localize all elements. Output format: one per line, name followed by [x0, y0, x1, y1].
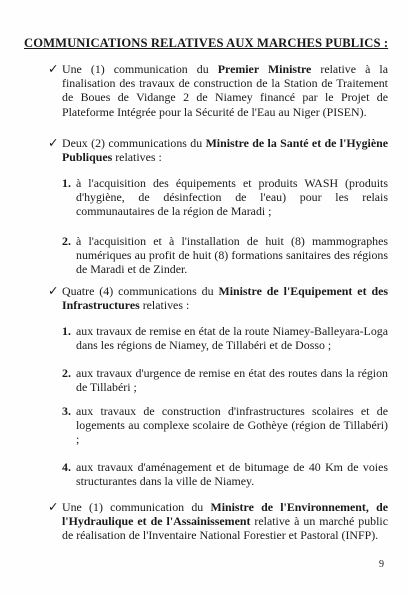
sub-item-number: 4. [62, 460, 71, 474]
item-ministre-environnement [62, 500, 388, 543]
item-authority: Ministre de l'Environnement, de l'Hydraulique et de l'Assainissement [62, 500, 388, 529]
sub-item-number: 3. [62, 404, 71, 418]
item-text-rest: relatives : [139, 298, 190, 313]
checkmark-icon: ✓ [48, 62, 59, 76]
checkmark-icon: ✓ [48, 500, 59, 514]
item-text-lead: Une (1) communication du [62, 62, 218, 76]
sub-item-number: 1. [62, 324, 71, 338]
section-heading: COMMUNICATIONS RELATIVES AUX MARCHES PUBLICS : [24, 36, 389, 50]
page-number: 9 [379, 559, 384, 570]
item-text-rest: relatives : [112, 150, 162, 165]
item-ministre-equipement [62, 284, 388, 312]
sub-item-text: aux travaux d'urgence de remise en état des routes dans la région de Tillabéri ; [76, 366, 388, 395]
item-authority: Ministre de l'Equipement et des Infrastructures [62, 284, 388, 313]
checkmark-icon: ✓ [48, 136, 59, 150]
item-authority: Ministre de la Santé et de l'Hygiène Publiques [62, 136, 388, 165]
item-authority: Premier Ministre [217, 62, 312, 76]
sub-item-text: aux travaux de remise en état de la route Niamey-Balleyara-Loga dans les régions de Niamey, de Tillabéri et de Dosso ; [76, 324, 388, 353]
sub-item-text: aux travaux de construction d'infrastructures scolaires et de logements au complexe scolaire de Gothèye (région de Tillabéri) ; [76, 404, 388, 447]
sub-item-number: 2. [62, 234, 71, 248]
sub-item-text: aux travaux d'aménagement et de bitumage de 40 Km de voies structurantes dans la ville de Niamey. [76, 460, 388, 489]
sub-item-number: 1. [62, 176, 71, 190]
item-text-rest: relative à un marché public de réalisation de l'Inventaire National Forestier et Pastoral (INFP). [62, 514, 388, 543]
sub-item-text: à l'acquisition et à l'installation de huit (8) mammographes numériques au profit de huit (8) formations sanitaires des régions de Maradi et de Zinder. [76, 234, 388, 277]
item-text-lead: Deux (2) communications du [62, 136, 206, 150]
item-premier-ministre [62, 62, 388, 119]
sub-item-number: 2. [62, 366, 71, 380]
checkmark-icon: ✓ [48, 284, 59, 298]
item-text-rest: relative à la finalisation des travaux de construction de la Station de Traitement de Boues de Vidange 2 de Niamey financé par le Projet de Plateforme Intégrée pour la Sécurité de l'Eau au Niger (PISEN). [62, 62, 388, 119]
item-text-lead: Quatre (4) communications du [62, 284, 219, 298]
sub-item-text: à l'acquisition des équipements et produits WASH (produits d'hygiène, de désinfection de l'eau) pour les relais communautaires de la région de Maradi ; [76, 176, 388, 219]
item-ministre-sante [62, 136, 388, 164]
item-text-lead: Une (1) communication du [62, 500, 211, 514]
